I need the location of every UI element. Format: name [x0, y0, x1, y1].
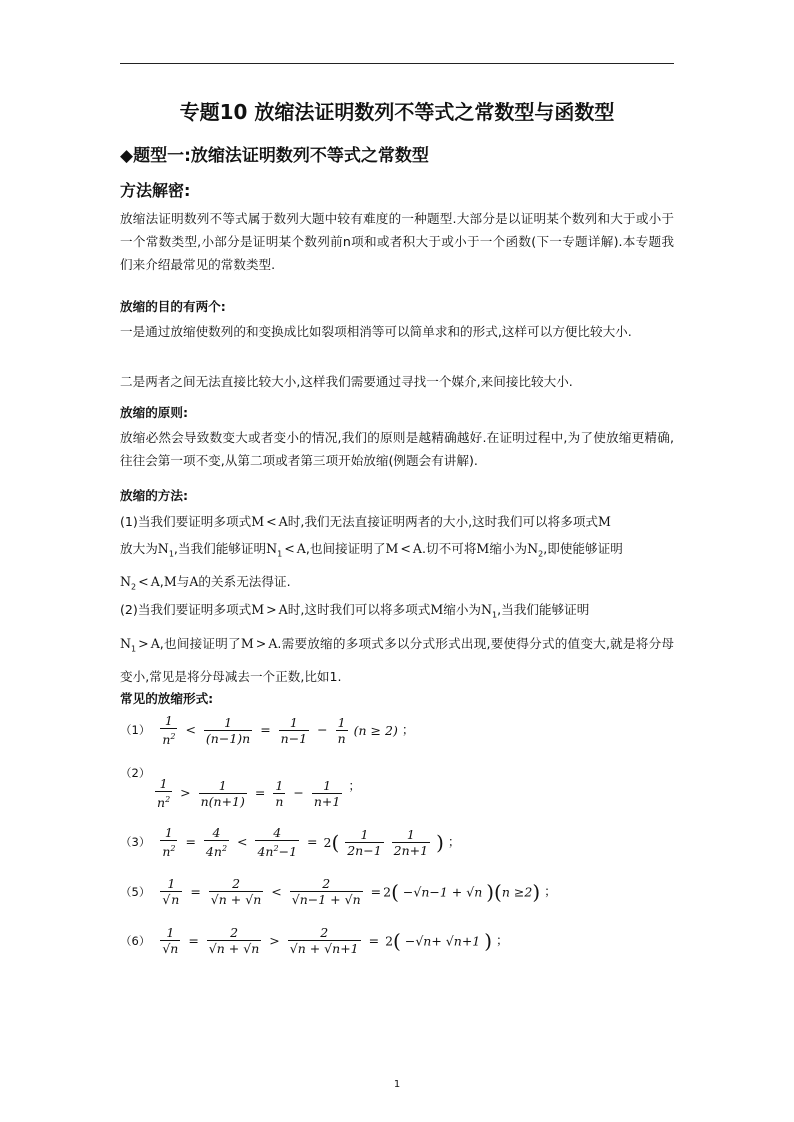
- principle-heading: 放缩的原则:: [120, 405, 189, 420]
- formula-6: （6） $\frac{1}{√n}$ = $\frac{2}{√n + √n}$ > $\frac{2}{√n + √n+1}$ = 2( −√n+ √n+1 ) ；: [120, 925, 509, 956]
- intro-paragraph: 放缩法证明数列不等式属于数列大题中较有难度的一种题型.大部分是以证明某个数列和大于或小于一个常数类型,小部分是证明某个数列前n项和或者积大于或小于一个函数(下一专题详解).本专题我们来介绍最常见的常数类型.: [120, 211, 674, 272]
- formula-2: $\frac{1}{n^2}$ > $\frac{1}{n(n+1)}$ = $\frac{1}{n}$ − $\frac{1}{n+1}$ ；: [157, 776, 361, 811]
- method-1-paragraph: (1)当我们要证明多项式M < A时,我们无法直接证明两者的大小,这时我们可以将多项式M 放大为$N_1$,当我们能够证明$N_1 < A$,也间接证明了M < A.切不可将M缩小为$N_2$,即使能够证明 $N_2 < A,M$与A的关系无法得证.: [120, 514, 623, 592]
- formula-2-label: （2）: [120, 766, 151, 780]
- purpose-item-2: 二是两者之间无法直接比较大小,这样我们需要通过寻找一个媒介,来间接比较大小.: [120, 374, 573, 389]
- purpose-heading: 放缩的目的有两个:: [120, 299, 226, 314]
- methods-heading: 放缩的方法:: [120, 488, 189, 503]
- formula-3: （3） $\frac{1}{n^2}$ = $\frac{4}{4n^2}$ < $\frac{4}{4n^2-1}$ = 2( $\frac{1}{2n-1}$ $\frac{1}{2n+1}$ ) ；: [120, 825, 461, 860]
- formula-1: （1） $\frac{1}{n^2}$ < $\frac{1}{(n-1)n}$ = $\frac{1}{n-1}$ − $\frac{1}{n}$ (n ≥ 2) ；: [120, 713, 415, 748]
- method-2-paragraph: (2)当我们要证明多项式M > A时,这时我们可以将多项式M缩小为$N_1$,当我们能够证明 $N_1 > A$,也间接证明了M > A.需要放缩的多项式多以分式形式出现,要使得分式的值变大,就是将分母变小,常见是将分母减去一个正数,比如1.: [120, 602, 674, 685]
- formula-5: （5） $\frac{1}{√n}$ = $\frac{2}{√n + √n}$ < $\frac{2}{√n-1 + √n}$ = 2( −√n−1 + √n )(n ≥2) ；: [120, 876, 557, 907]
- principle-paragraph: 放缩必然会导致数变大或者变小的情况,我们的原则是越精确越好.在证明过程中,为了使放缩更精确,往往会第一项不变,从第二项或者第三项开始放缩(例题会有讲解).: [120, 430, 674, 468]
- section-heading: ◆题型一:放缩法证明数列不等式之常数型: [120, 146, 429, 166]
- page-number: 1: [393, 1079, 401, 1090]
- header-rule: [120, 63, 674, 64]
- method-title: 方法解密:: [120, 181, 191, 200]
- common-heading: 常见的放缩形式:: [120, 691, 214, 706]
- purpose-item-1: 一是通过放缩使数列的和变换成比如裂项相消等可以简单求和的形式,这样可以方便比较大小.: [120, 324, 632, 339]
- page-title: 专题10 放缩法证明数列不等式之常数型与函数型: [179, 100, 615, 124]
